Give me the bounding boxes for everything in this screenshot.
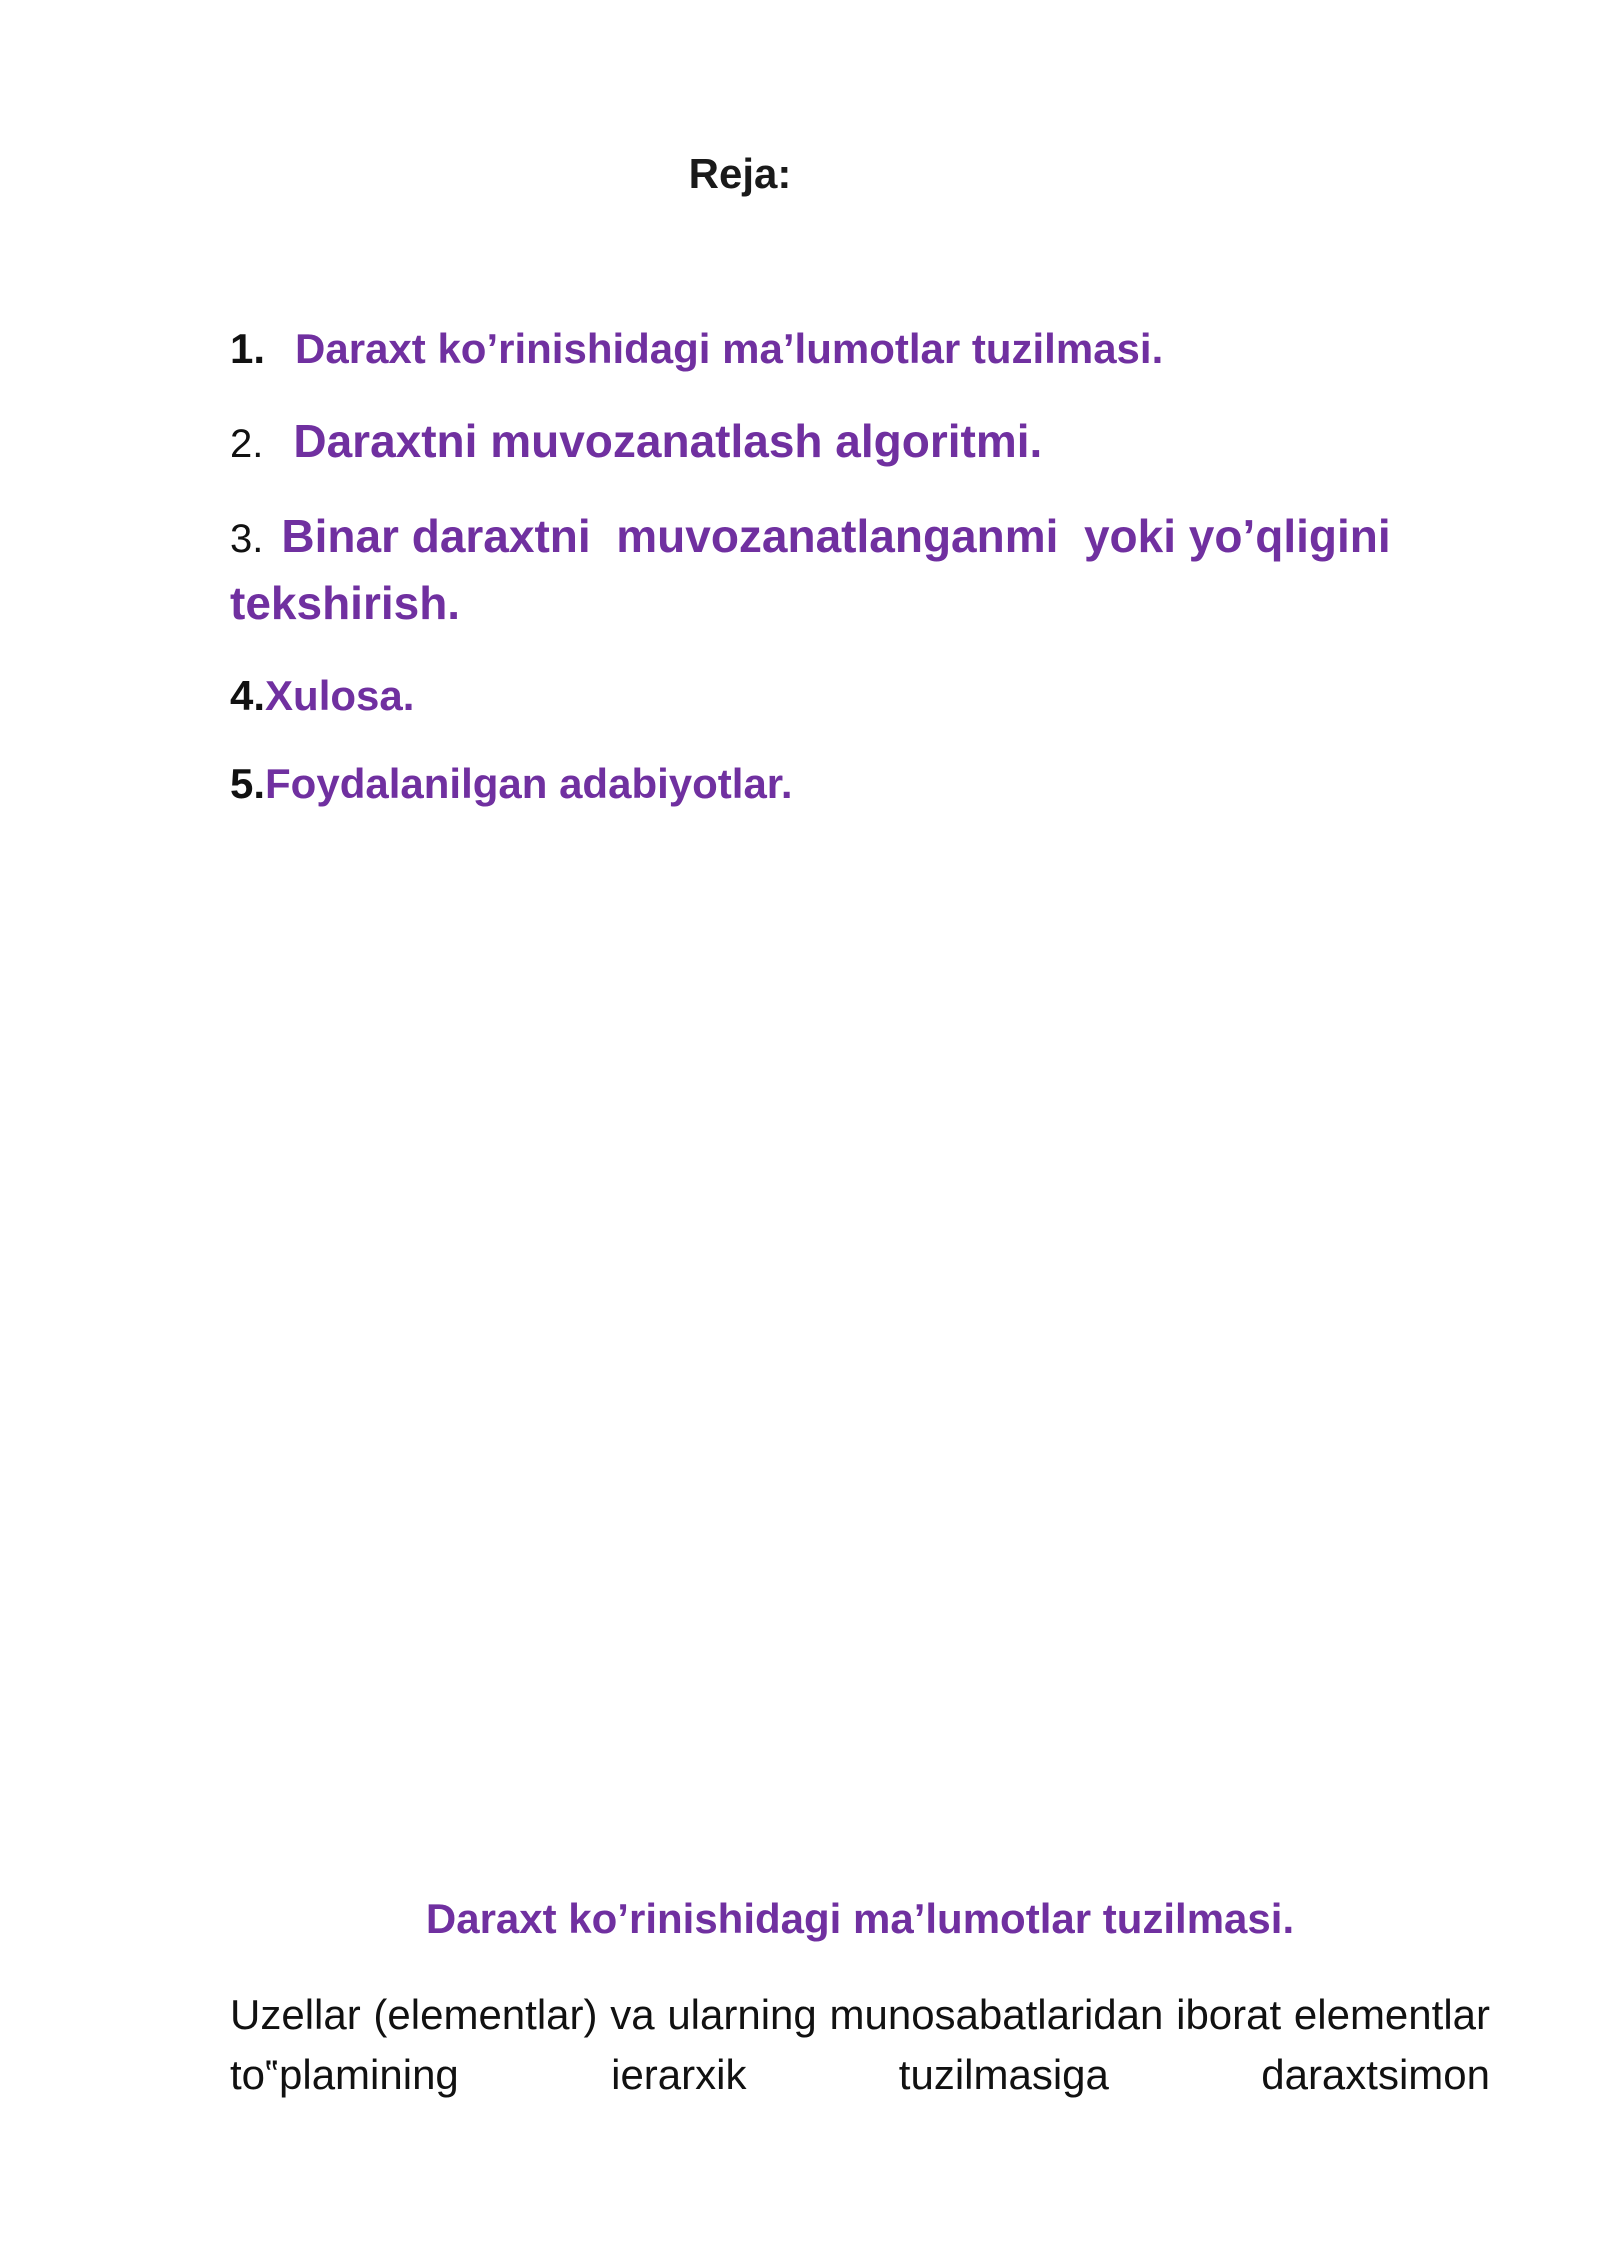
plan-item-number: 4.	[230, 671, 266, 719]
section-body-text: Uzellar (elementlar) va ularning munosabatlaridan iborat elementlar to‟plamining ierarxik tuzilmasiga daraxtsimon	[230, 1991, 1490, 2098]
plan-item-4	[230, 667, 1450, 726]
plan-item-3	[230, 503, 1450, 636]
plan-item-text: Foydalanilgan adabiyotlar.	[265, 760, 793, 808]
plan-item-text: Binar daraxtni muvozanatlanganmi yoki yo’qligini tekshirish.	[230, 510, 1404, 629]
plan-list	[230, 320, 1450, 814]
plan-item-text: Daraxtni muvozanatlash algoritmi.	[293, 414, 1043, 467]
plan-item-2	[230, 409, 1450, 473]
section-title: Daraxt ko’rinishidagi ma’lumotlar tuzilmasi.	[425, 1895, 1295, 1942]
plan-item-number: 5.	[230, 760, 266, 808]
plan-item-text: Daraxt ko’rinishidagi ma’lumotlar tuzilmasi.	[295, 325, 1164, 372]
plan-item-number: 1.	[230, 325, 266, 372]
plan-item-text: Xulosa.	[265, 671, 415, 719]
plan-item-number: 3.	[230, 517, 264, 562]
plan-item-5	[230, 755, 1450, 814]
page-heading: Reja:	[688, 150, 792, 197]
plan-item-1	[230, 320, 1450, 379]
plan-item-number: 2.	[230, 421, 264, 466]
